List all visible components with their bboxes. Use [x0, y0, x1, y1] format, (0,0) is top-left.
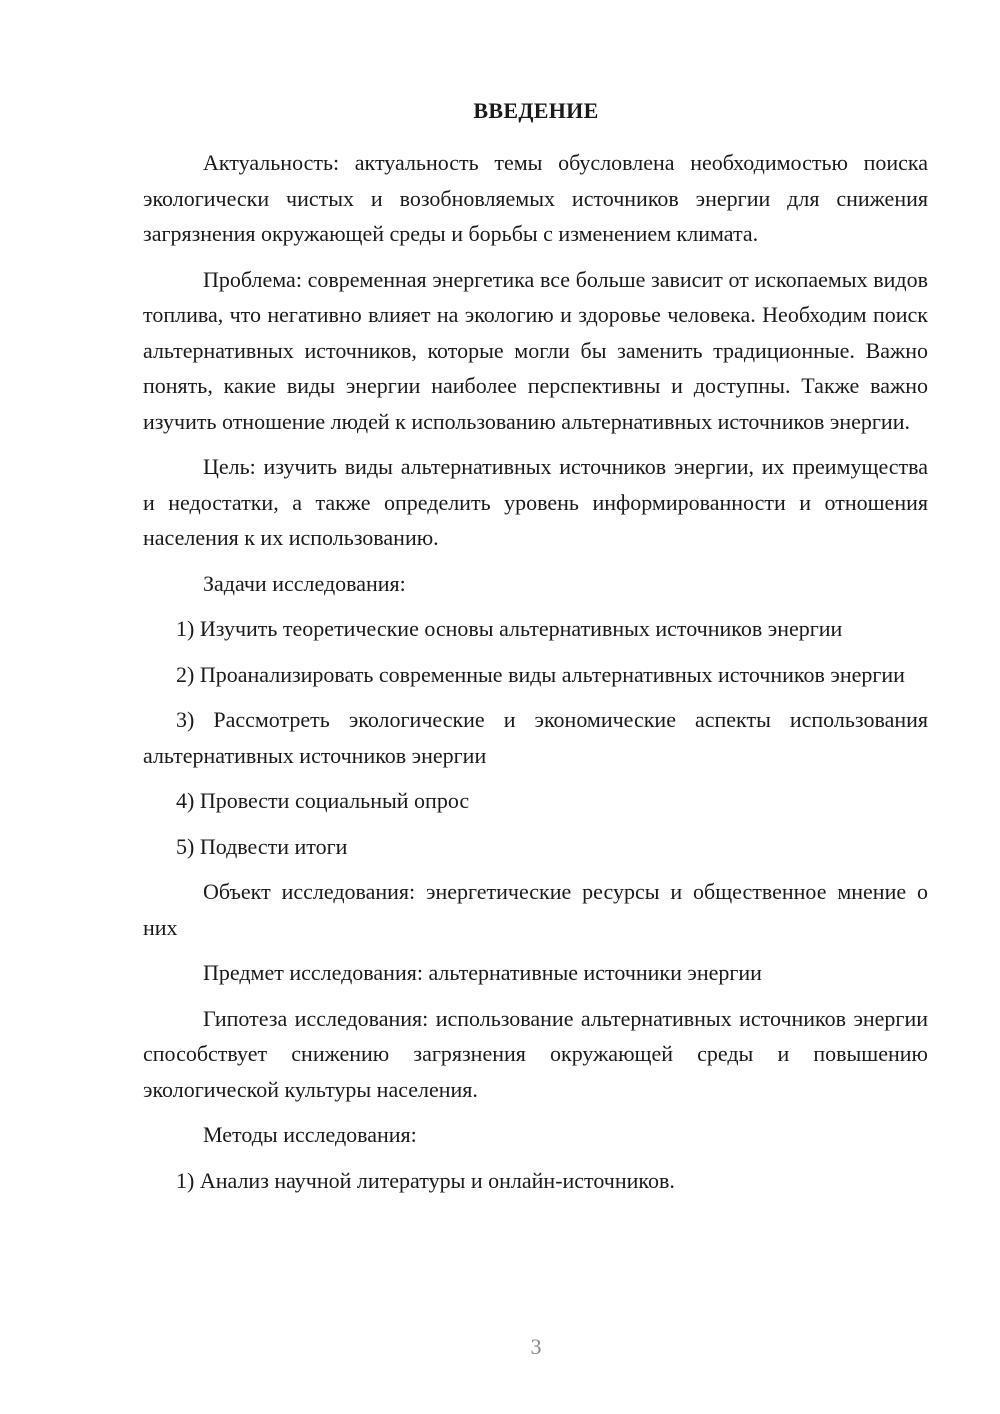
page-number: 3 — [530, 1334, 542, 1359]
task-item-1: 1) Изучить теоретические основы альтернативных источников энергии — [176, 616, 843, 641]
task-item-4: 4) Провести социальный опрос — [176, 788, 470, 813]
paragraph-subject: Предмет исследования: альтернативные источники энергии — [203, 960, 762, 985]
paragraph-hypothesis: Гипотеза исследования: использование альтернативных источников энергии способствует снижению загрязнения окружающей среды и повышению экологической культуры населения. — [143, 1005, 928, 1102]
method-item-1: 1) Анализ научной литературы и онлайн-источников. — [176, 1167, 675, 1193]
paragraph-problem: Проблема: современная энергетика все больше зависит от ископаемых видов топлива, что негативно влияет на экологию и здоровье человека. Необходим поиск альтернативных источников, которые могли бы заменить традиционные. Важно понять, какие виды энергии наиболее перспективны и доступны. Также важно изучить отношение людей к использованию альтернативных источников энергии. — [143, 266, 928, 434]
paragraph-methods-heading: Методы исследования: — [203, 1122, 417, 1147]
paragraph-object: Объект исследования: энергетические ресурсы и общественное мнение о них — [143, 879, 928, 940]
task-item-5: 5) Подвести итоги — [176, 833, 348, 859]
page-title: ВВЕДЕНИЕ — [473, 98, 599, 123]
task-item-3: 3) Рассмотреть экологические и экономические аспекты использования альтернативных источников энергии — [143, 707, 928, 768]
paragraph-tasks-heading: Задачи исследования: — [203, 570, 406, 596]
task-item-2: 2) Проанализировать современные виды альтернативных источников энергии — [176, 661, 905, 687]
paragraph-relevance: Актуальность: актуальность темы обусловлена необходимостью поиска экологически чистых и возобновляемых источников энергии для снижения загрязнения окружающей среды и борьбы с изменением климата. — [143, 150, 928, 246]
paragraph-goal: Цель: изучить виды альтернативных источников энергии, их преимущества и недостатки, а также определить уровень информированности и отношения населения к их использованию. — [143, 454, 928, 550]
body-text — [143, 145, 928, 1208]
